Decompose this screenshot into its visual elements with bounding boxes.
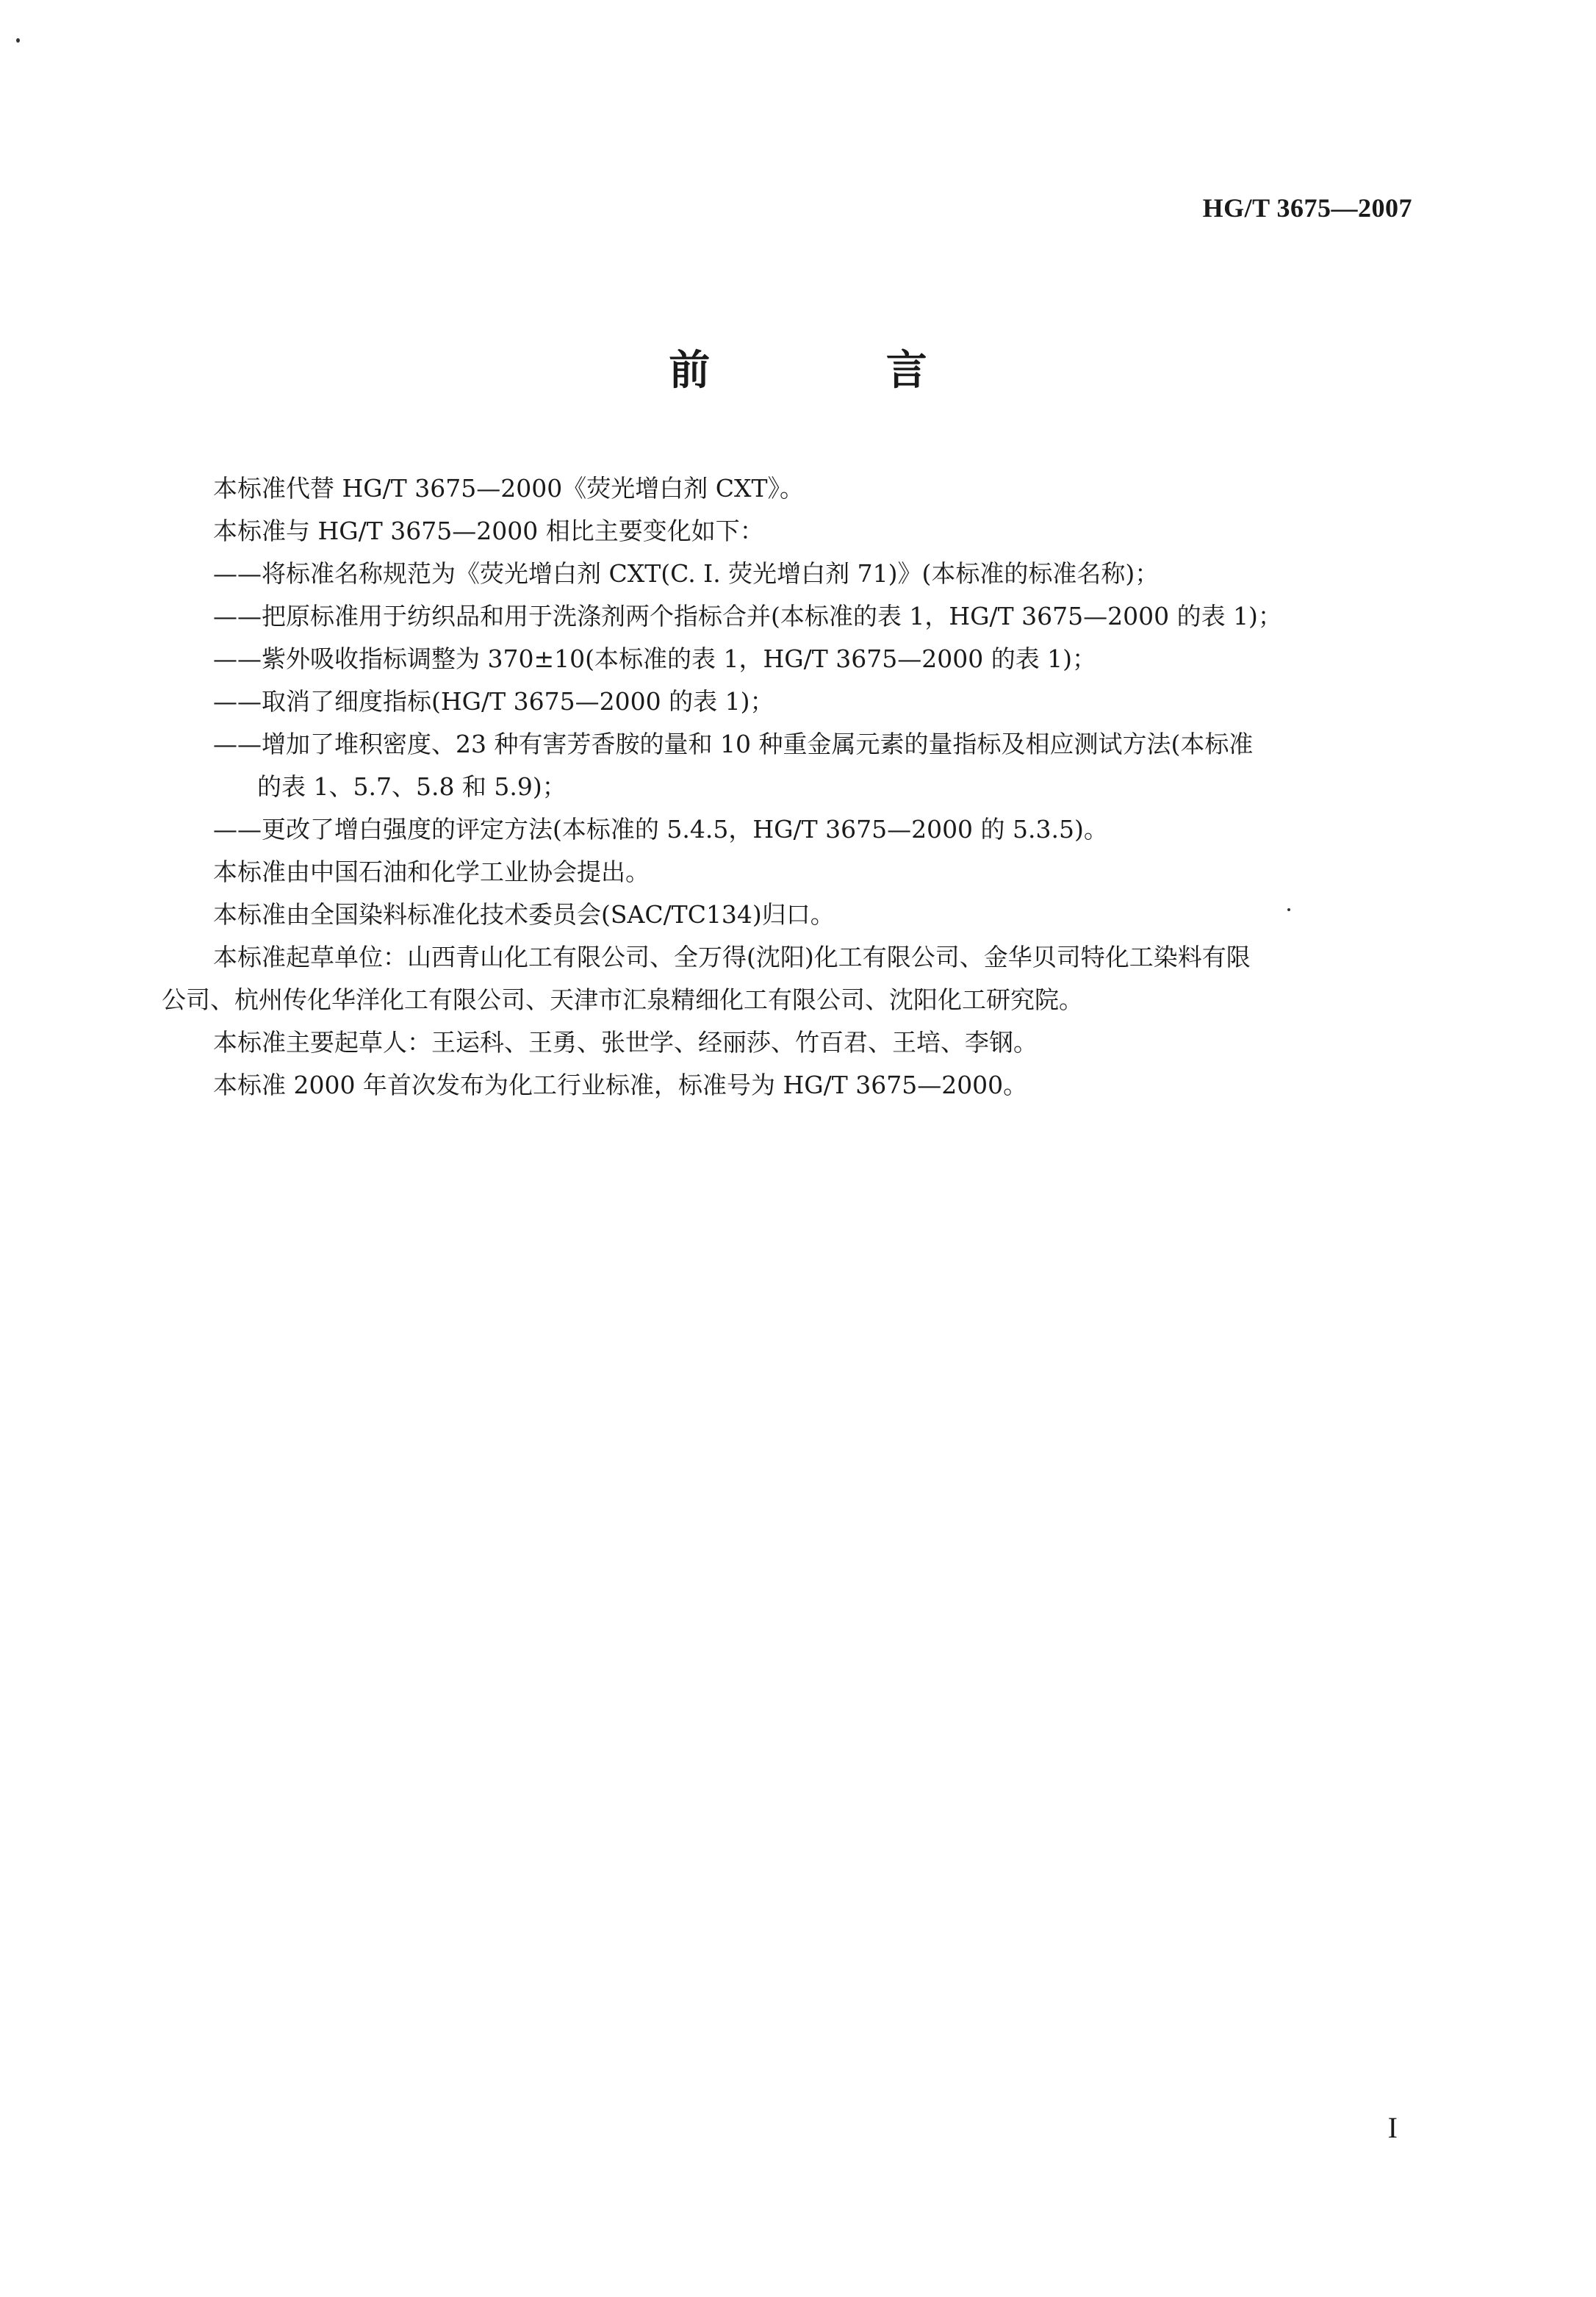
paragraph-centralized-by: 本标准由全国染料标准化技术委员会(SAC/TC134)归口。 — [213, 900, 835, 929]
paragraph-history: 本标准 2000 年首次发布为化工行业标准，标准号为 HG/T 3675—2000。 — [213, 1071, 1028, 1099]
change-item: ——把原标准用于纺织品和用于洗涤剂两个指标合并(本标准的表 1，HG/T 3675—2000 的表 1)； — [213, 602, 1282, 630]
change-item: ——增加了堆积密度、23 种有害芳香胺的量和 10 种重金属元素的量指标及相应测试方法(本标准 — [213, 730, 1254, 758]
change-item: ——紫外吸收指标调整为 370±10(本标准的表 1，HG/T 3675—2000 的表 1)； — [213, 644, 1097, 673]
paragraph-drafters: 本标准主要起草人：王运科、王勇、张世学、经丽莎、竹百君、王培、李钢。 — [213, 1028, 1038, 1057]
page-title: 前 言 — [669, 347, 1008, 395]
change-item: ——更改了增白强度的评定方法(本标准的 5.4.5，HG/T 3675—2000 的 5.3.5)。 — [213, 815, 1108, 844]
change-item-continuation: 的表 1、5.7、5.8 和 5.9)； — [257, 772, 567, 801]
page-number: I — [1387, 2111, 1398, 2144]
paragraph-drafting-units-continuation: 公司、杭州传化华洋化工有限公司、天津市汇泉精细化工有限公司、沈阳化工研究院。 — [162, 985, 1083, 1014]
paragraph-drafting-units: 本标准起草单位：山西青山化工有限公司、全万得(沈阳)化工有限公司、金华贝司特化工染料有限 — [213, 943, 1251, 971]
change-item: ——取消了细度指标(HG/T 3675—2000 的表 1)； — [213, 687, 774, 716]
paragraph-proposed-by: 本标准由中国石油和化学工业协会提出。 — [213, 858, 650, 886]
foreword-body — [162, 467, 1418, 1107]
standard-code: HG/T 3675—2007 — [1202, 193, 1412, 223]
scan-speck — [16, 38, 20, 43]
change-item: ——将标准名称规范为《荧光增白剂 CXT(C. I. 荧光增白剂 71)》(本标准的标准名称)； — [213, 559, 1160, 588]
paragraph-changes-intro: 本标准与 HG/T 3675—2000 相比主要变化如下： — [213, 517, 764, 545]
paragraph-replaces: 本标准代替 HG/T 3675—2000《荧光增白剂 CXT》。 — [213, 474, 804, 503]
